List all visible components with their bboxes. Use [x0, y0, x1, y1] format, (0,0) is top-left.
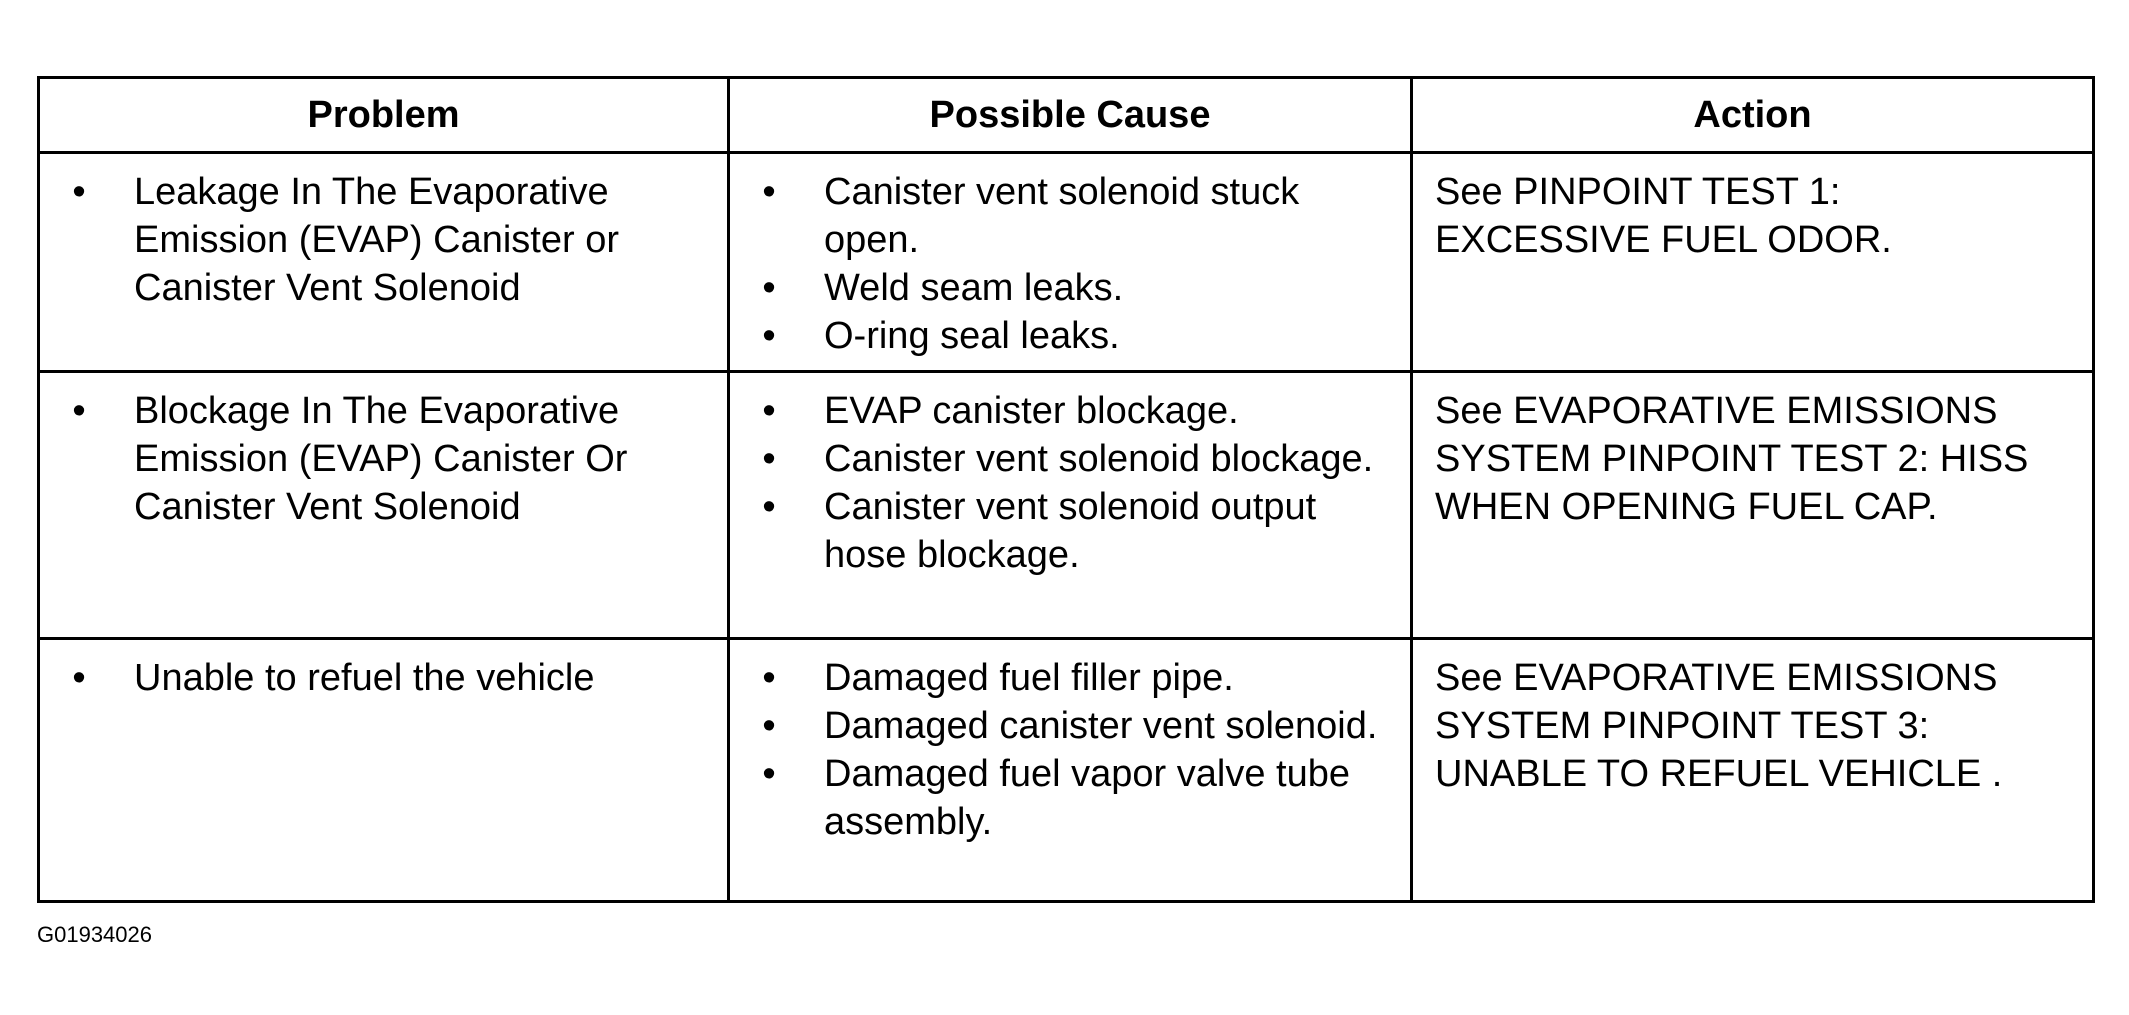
- bullet-icon: •: [72, 171, 86, 213]
- list-item: [40, 654, 727, 702]
- problem-cell: [39, 372, 729, 639]
- list-item: [730, 435, 1410, 483]
- cause-cell: [729, 639, 1412, 902]
- bullet-icon: •: [762, 486, 776, 528]
- list-item: [730, 264, 1410, 312]
- table-row: [39, 153, 2094, 372]
- cause-text: Damaged fuel vapor valve tube assembly.: [824, 753, 1350, 843]
- list-item: [730, 654, 1410, 702]
- cause-text: Weld seam leaks.: [824, 267, 1124, 309]
- cause-list: [730, 373, 1410, 579]
- header-problem: Problem: [39, 78, 729, 153]
- cause-text: Canister vent solenoid blockage.: [824, 438, 1374, 480]
- cause-list: [730, 154, 1410, 360]
- problem-list: [40, 154, 727, 312]
- action-cell: [1412, 153, 2094, 372]
- bullet-icon: •: [762, 390, 776, 432]
- cause-text: Canister vent solenoid stuck open.: [824, 171, 1300, 261]
- cause-list: [730, 640, 1410, 846]
- table-row: [39, 372, 2094, 639]
- problem-text: Blockage In The Evaporative Emission (EVAP) Canister Or Canister Vent Solenoid: [134, 390, 628, 528]
- action-text: See PINPOINT TEST 1: EXCESSIVE FUEL ODOR.: [1435, 171, 1892, 261]
- bullet-icon: •: [762, 171, 776, 213]
- diagnosis-table: [37, 76, 2095, 903]
- list-item: [730, 750, 1410, 846]
- table-header-row: [39, 78, 2094, 153]
- bullet-icon: •: [762, 438, 776, 480]
- list-item: [730, 702, 1410, 750]
- list-item: [730, 312, 1410, 360]
- table-row: [39, 639, 2094, 902]
- cause-text: EVAP canister blockage.: [824, 390, 1239, 432]
- problem-list: [40, 640, 727, 702]
- list-item: [40, 168, 727, 312]
- cause-cell: [729, 153, 1412, 372]
- bullet-icon: •: [762, 267, 776, 309]
- problem-list: [40, 373, 727, 531]
- figure-id-label: G01934026: [37, 922, 152, 947]
- bullet-icon: •: [762, 657, 776, 699]
- cause-text: O-ring seal leaks.: [824, 315, 1120, 357]
- cause-cell: [729, 372, 1412, 639]
- header-action: Action: [1412, 78, 2094, 153]
- bullet-icon: •: [72, 657, 86, 699]
- cause-text: Canister vent solenoid output hose blockage.: [824, 486, 1317, 576]
- problem-text: Unable to refuel the vehicle: [134, 657, 595, 699]
- cause-text: Damaged canister vent solenoid.: [824, 705, 1378, 747]
- action-cell: [1412, 639, 2094, 902]
- list-item: [730, 387, 1410, 435]
- action-text: See EVAPORATIVE EMISSIONS SYSTEM PINPOINT TEST 3: UNABLE TO REFUEL VEHICLE .: [1435, 657, 2003, 795]
- bullet-icon: •: [72, 390, 86, 432]
- action-cell: [1412, 372, 2094, 639]
- list-item: [730, 168, 1410, 264]
- bullet-icon: •: [762, 315, 776, 357]
- header-possible-cause: Possible Cause: [729, 78, 1412, 153]
- problem-cell: [39, 639, 729, 902]
- action-text: See EVAPORATIVE EMISSIONS SYSTEM PINPOINT TEST 2: HISS WHEN OPENING FUEL CAP.: [1435, 390, 2029, 528]
- problem-cell: [39, 153, 729, 372]
- list-item: [40, 387, 727, 531]
- problem-text: Leakage In The Evaporative Emission (EVAP) Canister or Canister Vent Solenoid: [134, 171, 619, 309]
- cause-text: Damaged fuel filler pipe.: [824, 657, 1234, 699]
- bullet-icon: •: [762, 705, 776, 747]
- bullet-icon: •: [762, 753, 776, 795]
- list-item: [730, 483, 1410, 579]
